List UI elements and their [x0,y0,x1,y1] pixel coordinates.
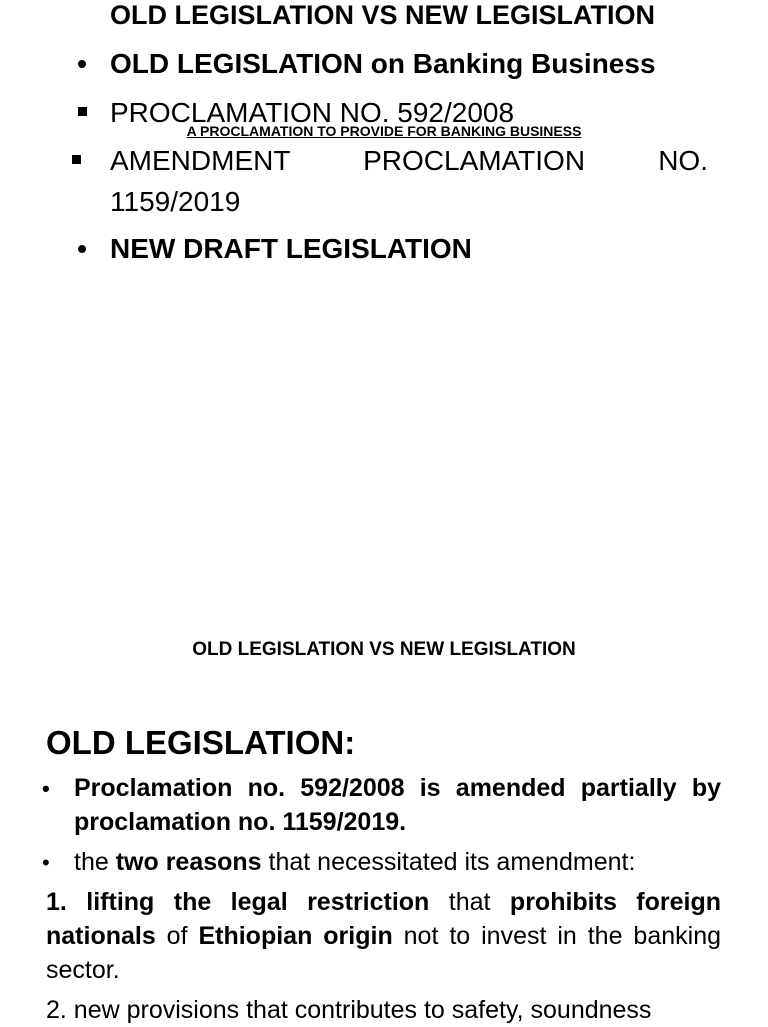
text-run: the [74,848,116,876]
list-item-amendment-1159 [110,140,708,222]
reason-2-paragraph: 2. new provisions that contributes to safety, soundness [46,996,652,1024]
list-item-text: OLD LEGISLATION on Banking Business [110,48,656,79]
list-item-text: Proclamation no. 592/2008 is amended partially by proclamation no. 1159/2019. [74,774,721,836]
list-item-text: PROCLAMATION NO. 592/2008 [110,97,515,128]
bullet-dot-icon [72,43,92,84]
text-run-bold: 1. lifting the legal restriction [46,888,430,916]
text-run: of [155,922,199,950]
list-item-amended-partially [74,771,721,839]
slide-2-title: OLD LEGISLATION VS NEW LEGISLATION [192,639,576,660]
slide-2-heading: OLD LEGISLATION: [46,724,356,761]
bullet-dot-icon [42,845,56,880]
list-item-two-reasons [74,845,721,879]
slide-2 [0,512,768,1024]
text-run-bold: two reasons [115,848,262,876]
text-run: that [429,888,510,916]
list-item-proclamation-592 [110,92,708,133]
text-run: that necessitated its amendment: [261,848,636,876]
text-run-bold: prohibits foreign nationals [46,888,722,950]
slide-1 [0,0,768,512]
reason-1-paragraph [46,885,721,987]
list-item-old-legislation [110,43,708,84]
list-item-text: NEW DRAFT LEGISLATION [110,233,472,264]
list-item-text: AMENDMENT PROCLAMATION NO. 1159/2019 [110,145,708,217]
bullet-dot-icon [72,228,92,269]
text-run-bold: Ethiopian origin [198,922,393,950]
text-run: not to invest in the banking sector. [46,922,721,984]
slide-1-title: A PROCLAMATION TO PROVIDE FOR BANKING BUSINESS [186,123,582,139]
bullet-dot-icon [42,771,56,806]
slide-1-heading: OLD LEGISLATION VS NEW LEGISLATION [110,0,655,30]
bullet-square-icon [72,140,92,181]
bullet-square-icon [72,92,92,133]
list-item-new-draft [110,228,708,269]
